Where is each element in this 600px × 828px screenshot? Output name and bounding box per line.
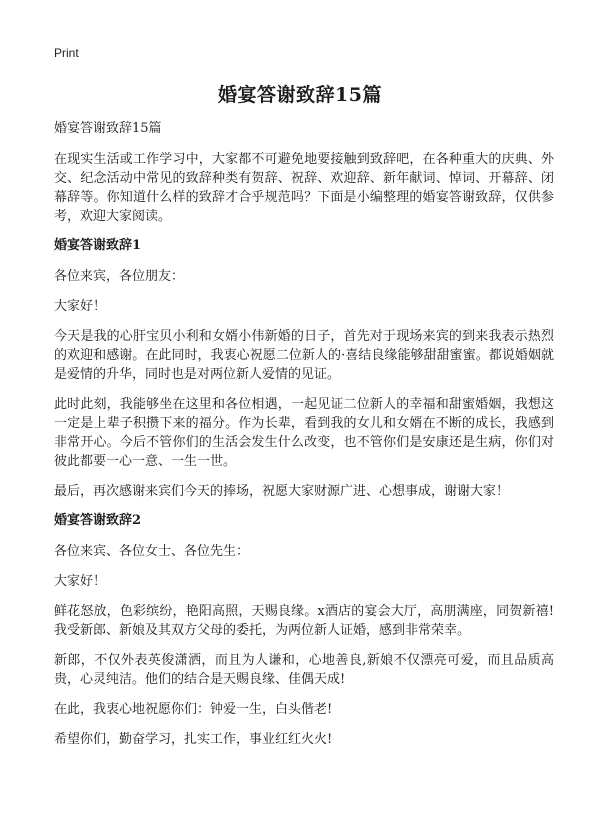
section-heading: 婚宴答谢致辞2 [54, 513, 142, 528]
section-1 [54, 237, 554, 501]
page-title: 婚宴答谢致辞15篇 [218, 84, 382, 106]
section-2 [54, 512, 554, 749]
section-paragraph: 此时此刻，我能够坐在这里和各位相遇，一起见证二位新人的幸福和甜蜜婚姻，我想这一定是上辈子积攒下来的福分。作为长辈，看到我的女儿和女婿在不断的成长，我感到非常开心。今后不管你们的生活会发生什么改变，也不管你们是安康还是生病，你们对彼此都要一心一意、一生一世。 [54, 397, 554, 469]
document-body [54, 120, 554, 760]
section-paragraph: 各位来宾，各位朋友： [54, 269, 185, 284]
section-paragraph: 大家好！ [54, 299, 107, 314]
section-paragraph: 新郎，不仅外表英俊潇洒，而且为人谦和，心地善良,新娘不仅漂亮可爱，而且品质高贵，心灵纯洁。他们的结合是天赐良缘、佳偶天成! [54, 653, 554, 687]
section-paragraph: 在此，我衷心地祝愿你们：钟爱一生，白头偕老! [54, 702, 333, 717]
section-heading: 婚宴答谢致辞1 [54, 238, 142, 253]
print-link[interactable]: Print [54, 46, 79, 60]
section-paragraph: 各位来宾、各位女士、各位先生： [54, 544, 250, 559]
section-paragraph: 最后，再次感谢来宾们今天的捧场，祝愿大家财源广进、心想事成，谢谢大家！ [54, 484, 510, 499]
section-paragraph: 大家好！ [54, 574, 107, 589]
section-paragraph: 鲜花怒放，色彩缤纷，艳阳高照，天赐良缘。x酒店的宴会大厅，高朋满座，同贺新禧!我受新郎、新娘及其双方父母的委托，为两位新人证婚，感到非常荣幸。 [54, 604, 554, 638]
section-paragraph: 希望你们，勤奋学习，扎实工作，事业红红火火! [54, 732, 333, 747]
intro-paragraph: 在现实生活或工作学习中，大家都不可避免地要接触到致辞吧，在各种重大的庆典、外交、纪念活动中常见的致辞种类有贺辞、祝辞、欢迎辞、新年献词、悼词、开幕辞、闭幕辞等。你知道什么样的致辞才合乎规范吗？下面是小编整理的婚宴答谢致辞，仅供参考，欢迎大家阅读。 [54, 152, 554, 224]
document-subtitle: 婚宴答谢致辞15篇 [54, 121, 162, 136]
section-paragraph: 今天是我的心肝宝贝小利和女婿小伟新婚的日子，首先对于现场来宾的到来我表示热烈的欢迎和感谢。在此同时，我衷心祝愿二位新人的·喜结良缘能够甜甜蜜蜜。都说婚姻就是爱情的升华，同时也是对两位新人爱情的见证。 [54, 329, 554, 382]
